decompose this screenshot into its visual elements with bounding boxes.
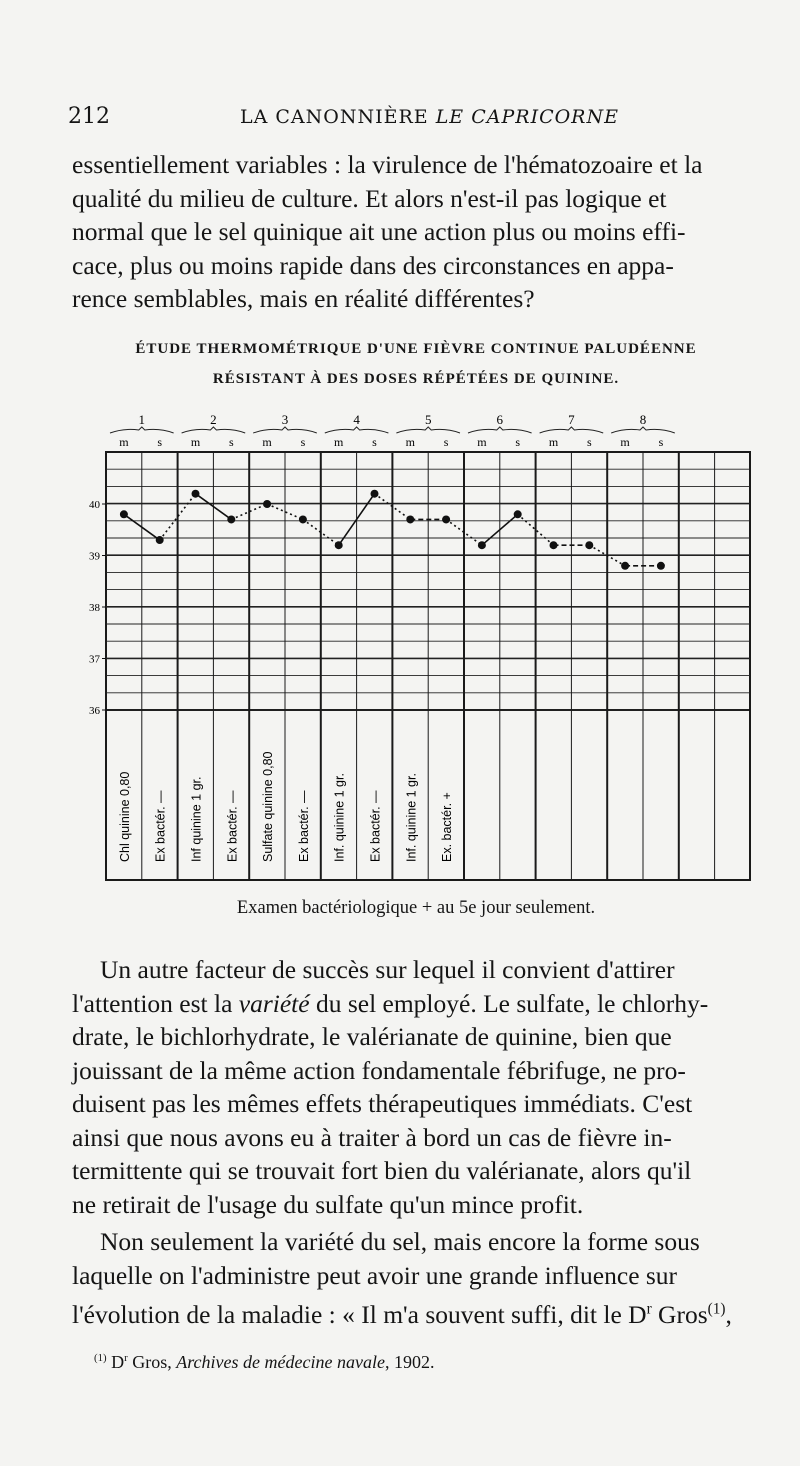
day-label: 4 xyxy=(353,412,360,427)
page-number: 212 xyxy=(68,104,110,129)
p1-line-5: rence semblables, mais en réalité différentes? xyxy=(72,284,535,313)
running-title-plain: LA CANONNIÈRE xyxy=(240,106,436,128)
p3-line-2: laquelle on l'administre peut avoir une grande influence sur xyxy=(72,1260,678,1290)
p2-line-5: duisent pas les mêmes effets thérapeutiques immédiats. C'est xyxy=(72,1089,693,1118)
treatment-label: Sulfate quinine 0,80 xyxy=(261,751,276,862)
day-brace xyxy=(253,427,317,433)
temperature-point xyxy=(156,536,164,544)
y-tick-label: 36 xyxy=(89,705,100,717)
period-label: m xyxy=(190,435,201,449)
temperature-point xyxy=(192,490,200,498)
period-label: m xyxy=(405,435,415,449)
day-label: 6 xyxy=(496,412,504,427)
temperature-point xyxy=(227,515,235,523)
day-label: 8 xyxy=(639,412,647,427)
temperature-point xyxy=(263,500,271,508)
temperature-point xyxy=(550,541,558,549)
p2-line-2-c: du sel employé. Le sulfate, le chlorhy- xyxy=(309,988,709,1018)
p2-line-2 xyxy=(72,989,708,1018)
treatment-label: Chl quinine 0,80 xyxy=(117,771,132,862)
temperature-point xyxy=(299,515,307,523)
y-tick-label: 39 xyxy=(89,550,100,563)
paragraph-2 xyxy=(72,953,760,1221)
p1-line-2: qualité du milieu de culture. Et alors n'est-il pas logique et xyxy=(72,183,667,213)
temperature-point xyxy=(335,541,343,549)
p3-name: Gros xyxy=(651,1299,708,1329)
treatment-label: Inf quinine 1 gr. xyxy=(189,776,204,862)
temperature-chart xyxy=(0,400,800,890)
period-label: m xyxy=(477,435,487,449)
p3-line-3-text: l'évolution de la maladie : « Il m'a souvent suffi, dit le D xyxy=(72,1299,647,1329)
p1-line-3: normal que le sel quinique ait une action plus ou moins effi- xyxy=(72,217,686,246)
period-label: s xyxy=(515,435,521,449)
p3-line-3 xyxy=(72,1300,732,1329)
temperature-point xyxy=(406,515,414,523)
p2-line-8: ne retirait de l'usage du sulfate qu'un mince profit. xyxy=(72,1189,584,1219)
period-label: m xyxy=(334,435,344,449)
chart-title xyxy=(72,334,760,394)
p1-line-1: essentiellement variables : la virulence de l'hématozoaire et la xyxy=(72,150,703,179)
period-label: s xyxy=(300,435,306,449)
footnote-name: Gros, xyxy=(127,1352,177,1372)
period-label: s xyxy=(228,435,234,449)
day-label: 7 xyxy=(568,412,575,427)
period-label: m xyxy=(119,435,129,449)
day-label: 2 xyxy=(210,412,217,427)
day-brace xyxy=(611,427,675,433)
chart-caption: Examen bactériologique + au 5e jour seulement. xyxy=(236,898,596,918)
p2-line-7: termittente qui se trouvait fort bien du valérianate, alors qu'il xyxy=(72,1156,692,1185)
footnote-doctor: D xyxy=(106,1352,125,1372)
day-label: 3 xyxy=(281,412,289,427)
p2-line-6: ainsi que nous avons eu à traiter à bord un cas de fièvre in- xyxy=(72,1122,672,1152)
footnote-year: , 1902. xyxy=(384,1352,435,1372)
treatment-label: Inf. quinine 1 gr. xyxy=(332,773,347,862)
temperature-point xyxy=(120,510,128,518)
temperature-point xyxy=(657,562,665,570)
period-label: s xyxy=(443,435,449,449)
period-label: m xyxy=(548,435,559,449)
y-tick-label: 38 xyxy=(89,602,100,614)
treatment-label: Ex bactér. — xyxy=(153,790,168,862)
p3-doctor-sup: r xyxy=(646,1300,652,1317)
p2-line-2-italic: variété xyxy=(238,988,310,1018)
day-brace xyxy=(396,427,460,433)
temperature-point xyxy=(585,541,593,549)
period-label: m xyxy=(620,435,630,449)
paragraph-3 xyxy=(72,1225,760,1331)
paragraph-1 xyxy=(72,148,760,316)
chart-title-line-2: RÉSISTANT À DES DOSES RÉPÉTÉES DE QUININE. xyxy=(212,371,620,387)
treatment-label: Ex. bactér. + xyxy=(440,792,455,862)
footnote-marker: (1) xyxy=(94,1352,107,1364)
running-title-italic: LE CAPRICORNE xyxy=(435,106,619,128)
period-label: s xyxy=(157,435,163,449)
period-label: s xyxy=(586,435,592,449)
period-label: m xyxy=(262,435,272,449)
footnote-title: Archives de médecine navale xyxy=(176,1352,385,1372)
period-label: s xyxy=(372,435,377,449)
y-tick-label: 37 xyxy=(89,653,100,666)
day-brace xyxy=(110,427,174,433)
temperature-point xyxy=(514,510,522,518)
p3-line-3-end: , xyxy=(725,1299,732,1329)
treatment-label: Inf. quinine 1 gr. xyxy=(404,773,419,862)
footnote-doctor-sup: r xyxy=(124,1352,128,1364)
temperature-point xyxy=(621,562,629,570)
treatment-label: Ex bactér. — xyxy=(225,790,240,862)
day-brace xyxy=(325,427,389,433)
day-brace xyxy=(540,427,604,433)
y-tick-label: 40 xyxy=(89,499,100,511)
day-brace xyxy=(468,427,532,433)
p2-line-2-a: l'attention est la xyxy=(72,988,239,1018)
p2-line-3: drate, le bichlorhydrate, le valérianate de quinine, bien que xyxy=(72,1022,672,1051)
treatment-label: Ex bactér. — xyxy=(296,790,311,862)
temperature-point xyxy=(442,515,450,523)
p3-footnote-ref: (1) xyxy=(707,1300,726,1317)
temperature-point xyxy=(478,541,486,549)
day-label: 1 xyxy=(138,412,146,427)
period-label: s xyxy=(658,435,664,449)
treatment-label: Ex bactér. — xyxy=(368,790,383,862)
p2-line-4: jouissant de la même action fondamentale fébrifuge, ne pro- xyxy=(72,1055,686,1085)
p2-line-1: Un autre facteur de succès sur lequel il convient d'attirer xyxy=(100,955,675,984)
temperature-point xyxy=(371,490,379,498)
p3-line-1: Non seulement la variété du sel, mais encore la forme sous xyxy=(100,1227,700,1256)
running-header xyxy=(68,104,740,138)
day-brace xyxy=(182,427,246,433)
chart-title-line-1: ÉTUDE THERMOMÉTRIQUE D'UNE FIÈVRE CONTINUE PALUDÉENNE xyxy=(135,341,697,357)
footnote xyxy=(94,1352,434,1373)
running-title xyxy=(240,106,619,128)
p1-line-4: cace, plus ou moins rapide dans des circonstances en appa- xyxy=(72,250,674,280)
day-label: 5 xyxy=(424,412,432,427)
